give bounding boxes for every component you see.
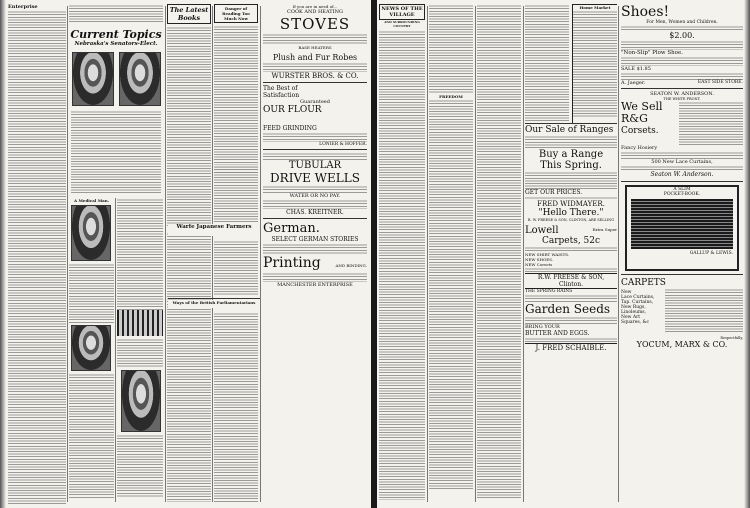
col-rule	[165, 6, 166, 502]
ad-rg: R&G	[621, 112, 648, 125]
ad-schaible: J. FRED SCHAIBLE.	[525, 343, 617, 352]
col-rule	[260, 6, 261, 502]
ad-base-heaters: BASE HEATERS	[298, 45, 332, 50]
home-market-box	[572, 4, 617, 124]
left-page-edge	[0, 0, 6, 508]
ad-carpets-new: New	[621, 290, 632, 295]
wartime-farmers-title: Warfe Japanese Farmers	[176, 224, 252, 230]
ad-carpets-rugs: New Rugs,	[621, 305, 646, 310]
ways-headline: Ways of the British Parliamentarians	[172, 300, 256, 305]
ad-freese-selling: R. W. FREESE & SON, CLINTON, ARE SELLING	[527, 218, 615, 222]
ad-yocum-marx: YOCUM, MARX & CO.	[636, 340, 728, 349]
right-page-edge	[744, 0, 750, 508]
senator-portrait-2	[119, 52, 161, 106]
ad-guaranteed: Guaranteed	[300, 99, 330, 105]
right-col-1	[379, 4, 425, 504]
ad-lace-curtains: 500 New Lace Curtains,	[651, 159, 713, 165]
ways-headline-box	[168, 300, 260, 308]
ad-printing: Printing	[263, 255, 321, 271]
ad-carpets-lace: Lace Curtains,	[621, 295, 655, 300]
ad-widmayer: FRED WIDMAYER.	[537, 200, 605, 208]
ad-jaeger: A. Jaeger.	[621, 80, 646, 86]
left-page	[0, 0, 373, 508]
col-rule	[115, 198, 116, 502]
right-ads-column	[525, 4, 617, 504]
ad-stoves: STOVES	[279, 15, 351, 33]
right-col-3	[477, 4, 521, 504]
ad-shoes-sub: For Men, Women and Children.	[646, 20, 718, 25]
home-market-title: Home Market	[579, 5, 611, 10]
ad-gallup-lewis: GALLUP & LEWIS.	[689, 251, 733, 256]
ad-drive-wells: DRIVE WELLS	[270, 171, 360, 185]
ad-plow-shoe: "Non-Slip" Plow Shoe.	[621, 50, 683, 56]
ad-pocket-book: POCKET-BOOK.	[663, 192, 701, 197]
col-rule	[67, 6, 68, 502]
ad-sale-price: SALE $1.85	[621, 66, 651, 72]
current-topics-subtitle: Nebraska's Senators-Elect.	[74, 41, 158, 47]
left-ads-column	[263, 4, 367, 504]
ad-new-corsets: NEW Corsets	[525, 262, 553, 267]
small-head: A Medical Man.	[73, 198, 110, 203]
ad-cook-heating: COOK AND HEATING	[287, 9, 343, 15]
ad-shoes: Shoes!	[621, 4, 670, 20]
ad-freese-clinton: R.W. FREESE & SON, Clinton.	[525, 273, 617, 289]
ad-a-slim: A SLIM	[673, 187, 691, 192]
ad-seaton-name: SEATON W. ANDERSON.	[650, 91, 714, 97]
ad-get-prices: GET OUR PRICES.	[525, 189, 583, 196]
ad-our-flour: OUR FLOUR	[263, 105, 322, 115]
ad-white-front: THE WHITE FRONT.	[663, 97, 701, 101]
ad-carpets: CARPETS	[621, 278, 666, 288]
current-topics-block	[69, 26, 163, 196]
ad-satisfaction: Satisfaction	[263, 92, 300, 99]
ad-kreitner: CHAS. KREITNER.	[286, 209, 344, 216]
ad-shoes-price: $2.00.	[669, 31, 695, 40]
ad-sale-of-ranges: Our Sale of Ranges	[525, 125, 614, 135]
col-rule	[427, 6, 428, 502]
ad-seaton-signature: Seaton W. Anderson.	[650, 171, 714, 178]
col-rule	[618, 6, 619, 502]
right-far-ads	[621, 4, 743, 504]
col-rule	[475, 6, 476, 502]
masthead: Enterprise	[8, 4, 38, 10]
ad-manchester-enterprise: MANCHESTER ENTERPRISE	[277, 282, 353, 288]
ad-respectfully: Respectfully,	[720, 336, 743, 340]
ad-intro: If you are in need of...	[292, 4, 338, 9]
ad-spring-rains: THE SPRING RAINS	[525, 289, 573, 294]
ad-fancy-hosiery: Fancy Hosiery	[621, 145, 658, 151]
man-portrait-2	[71, 325, 111, 371]
news-subtitle: AND SURROUNDING COUNTRY	[384, 20, 420, 28]
ad-carpets-tap: Tap. Curtains,	[621, 300, 654, 305]
ad-carpets-52c: Carpets, 52c	[541, 236, 601, 246]
ad-tubular: TUBULAR	[288, 160, 342, 171]
ad-lowell: Lowell	[525, 225, 559, 236]
senator-portrait-1	[72, 52, 114, 106]
ad-we-sell: We Sell	[621, 100, 663, 113]
col-rule	[212, 6, 213, 502]
ad-butter-eggs: BUTTER AND EGGS.	[525, 330, 590, 337]
wartime-farmers	[168, 224, 260, 236]
ad-lonier: LONIER & HOFFER.	[319, 142, 367, 147]
ad-carpets-lino: Linoleums,	[621, 310, 647, 315]
ad-wurster: WURSTER BROS. & CO.	[271, 72, 359, 80]
ad-best-of: The Best of	[263, 85, 298, 92]
ad-buy-a-range: Buy a Range	[538, 149, 604, 160]
latest-books-title: The Latest Books	[167, 4, 211, 24]
ad-east-side-store: EAST SIDE STORE.	[697, 80, 743, 85]
ad-german: German.	[263, 221, 320, 236]
ad-bring-your: BRING YOUR	[525, 324, 560, 330]
current-topics-title: Current Topics	[70, 28, 162, 41]
left-col-1	[8, 4, 66, 504]
slim-pocketbook-box	[625, 185, 739, 271]
ad-german-stories: SELECT GERMAN STORIES	[271, 236, 359, 243]
ad-feed-grinding: FEED GRINDING	[263, 125, 317, 132]
col1-text	[8, 10, 66, 504]
freedom-head: FREEDOM	[439, 94, 463, 99]
ad-hello-there: "Hello There."	[538, 208, 604, 218]
news-title: NEWS OF THE VILLAGE	[379, 4, 425, 20]
left-col-2	[69, 198, 114, 498]
ad-corsets: Corsets.	[621, 126, 659, 136]
left-col-4	[167, 4, 211, 504]
ad-this-spring: This Spring.	[540, 160, 602, 171]
left-col-3	[117, 198, 163, 498]
ad-water-or-no-pay: WATER OR NO PAY.	[289, 193, 341, 199]
ad-carpets-art: New Art Squares, &c	[621, 315, 650, 325]
ad-garden-seeds: Garden Seeds	[525, 302, 611, 316]
current-topics-text	[71, 110, 161, 194]
portrait-bottom	[121, 370, 161, 432]
ad-new-shirt-waists: NEW SHIRT WAISTS.	[525, 252, 570, 257]
slim-ad-dark-panel	[631, 199, 733, 249]
danger-box-title: Danger of Reading Too Much Now	[214, 4, 258, 23]
col-rule	[523, 6, 524, 502]
man-portrait	[71, 205, 111, 261]
ad-plush-robes: Plush and Fur Robes	[272, 53, 358, 62]
ad-new-shoes: NEW SHOES.	[525, 257, 554, 262]
right-page	[377, 0, 750, 508]
top-text	[69, 4, 163, 24]
machinery-illustration	[117, 310, 163, 336]
ad-binding: AND BINDING.	[335, 263, 367, 268]
ad-extra-super: Extra Super	[592, 227, 617, 232]
right-col-2	[429, 4, 473, 504]
